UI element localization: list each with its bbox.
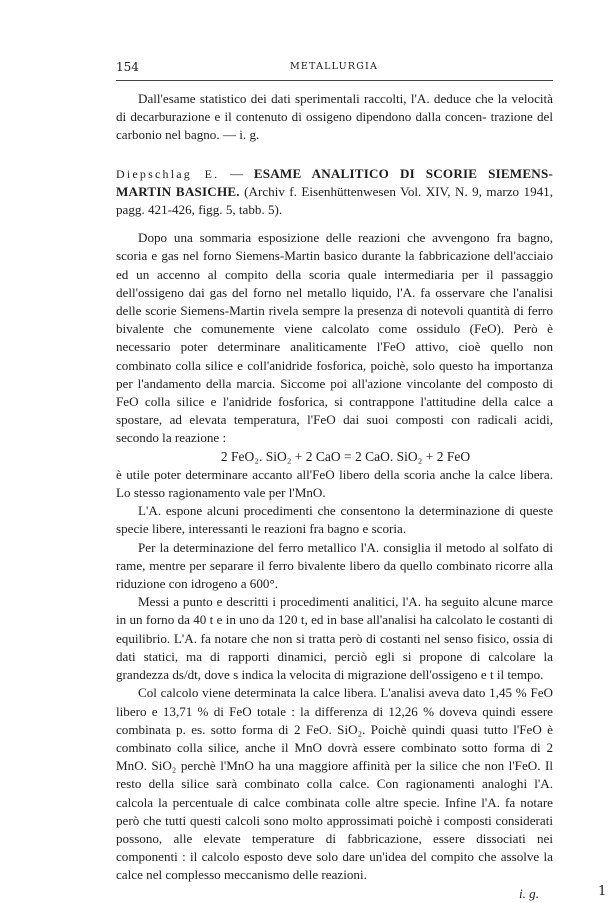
heading-dash: — <box>219 165 254 181</box>
article-separator <box>116 145 553 165</box>
paragraph-2: è utile poter determinare accanto all'FeO libero della scoria anche la calce libera. Lo stesso ragionamento vale per l'MnO. <box>116 466 553 501</box>
paragraph-5: Messi a punto e descritti i procedimenti analitici, l'A. ha seguito alcune marce in un forno da 40 t e in uno da 120 t, ed in base all'analisi ha calcolato le costanti di equilibrio. L'A. fa notare che non si tratta però di costanti nel senso fisico, ossia di dati statici, ma di rapporti dinamici, perciò egli si propone di calcolare la grandezza ds/dt, dove s indica la velocita di migrazione dell'ossigeno e t il tempo. <box>116 594 553 683</box>
article-author: Diepschlag E. <box>116 166 220 181</box>
first-article-line-1: Dall'esame statistico dei dati sperimentali raccolti, l'A. deduce che la <box>138 91 508 106</box>
page-header <box>116 60 552 76</box>
page-number: 154 <box>116 60 139 74</box>
running-title: METALLURGIA <box>290 61 378 72</box>
author-initials: i. g. <box>518 885 539 901</box>
article-heading <box>116 165 553 220</box>
header-rule <box>116 80 553 81</box>
article-title: ESAME ANALITICO DI SCORIE SIEMENS-MARTIN BASICHE. <box>116 165 554 199</box>
corner-mark: 1 <box>598 884 607 899</box>
paragraph-4: Per la determinazione del ferro metallico l'A. consiglia il metodo al solfato di rame, mentre per separare il ferro bivalente libero da quello combinato ricorre alla riduzione con idrogeno a 600°. <box>116 539 553 592</box>
paragraph-1: Dopo una sommaria esposizione delle reazioni che avvengono fra bagno, scoria e gas nel forno Siemens-Martin basico durante la fabbricazione dell'acciaio ed un accenno al compito della scoria quale intermediaria per il passaggio dell'ossigeno dai gas del forno nel metallo liquido, l'A. fa osservare che l'analisi delle scorie Siemens-Martin rivela sempre la presenza di notevoli quantità di ferro bivalente che comunemente viene calcolato come ossidulo (FeO). Però è necessario poter determinare analiticamente l'FeO attivo, cioè quello non combinato colla silice e coll'anidride fosforica, poichè, solo questo ha importanza per l'andamento della marcia. Siccome poi all'azione vincolante del composto di FeO colla silice e l'anidride fosforica, si contrappone l'attitudine della calce a spostare, ad elevata temperatura, l'FeO dai suoi composti con radicali acidi, secondo la reazione : <box>116 230 553 446</box>
paragraph-6: Col calcolo viene determinata la calce libera. L'analisi aveva dato 1,45 % FeO libero e 13,71 % di FeO totale : la differenza di 12,26 % doveva quindi essere combinata p. es. sotto forma di 2 FeO. SiO₂. Poichè quindi quasi tutto l'FeO è combinato colla silice, anche il MnO dovrà essere combinato sotto forma di 2 MnO. SiO₂ perchè l'MnO ha una maggiore affinità per la silice che non l'FeO. Il resto della silice sarà combinato colla calce. Con ragionamenti analoghi l'A. calcola la percentuale di calce combinata colle altre specie. Infine l'A. fa notare però che tutti questi calcoli sono molto approssimati poichè i composti considerati possono, alle elevate temperature di fabbricazione, essere dissociati nei componenti : il calcolo esposto deve solo dare un'idea del compito che assolve la calce nel complesso meccanismo delle reazioni. <box>116 685 553 883</box>
heading-gap <box>116 219 553 229</box>
body-text <box>116 90 553 903</box>
first-article-line-3: trazione del carbonio nel bagno. — i. g. <box>116 109 553 143</box>
first-article-paragraph <box>116 90 553 145</box>
reaction-formula: 2 FeO₂. SiO₂ + 2 CaO = 2 CaO. SiO₂ + 2 FeO <box>220 448 471 464</box>
article-citation: (Archiv f. Eisenhüttenwesen Vol. XIV, N. 9, marzo 1941, pagg. 421-426, figg. 5, tabb. 5). <box>116 183 553 218</box>
paragraph-3: L'A. espone alcuni procedimenti che consentono la determinazione di queste specie libere, interessanti le reazioni fra bagno e scoria. <box>116 503 553 537</box>
first-article-line-2: velocità di decarburazione e il contenuto di ossigeno dipendono dalla concen- <box>116 91 553 125</box>
